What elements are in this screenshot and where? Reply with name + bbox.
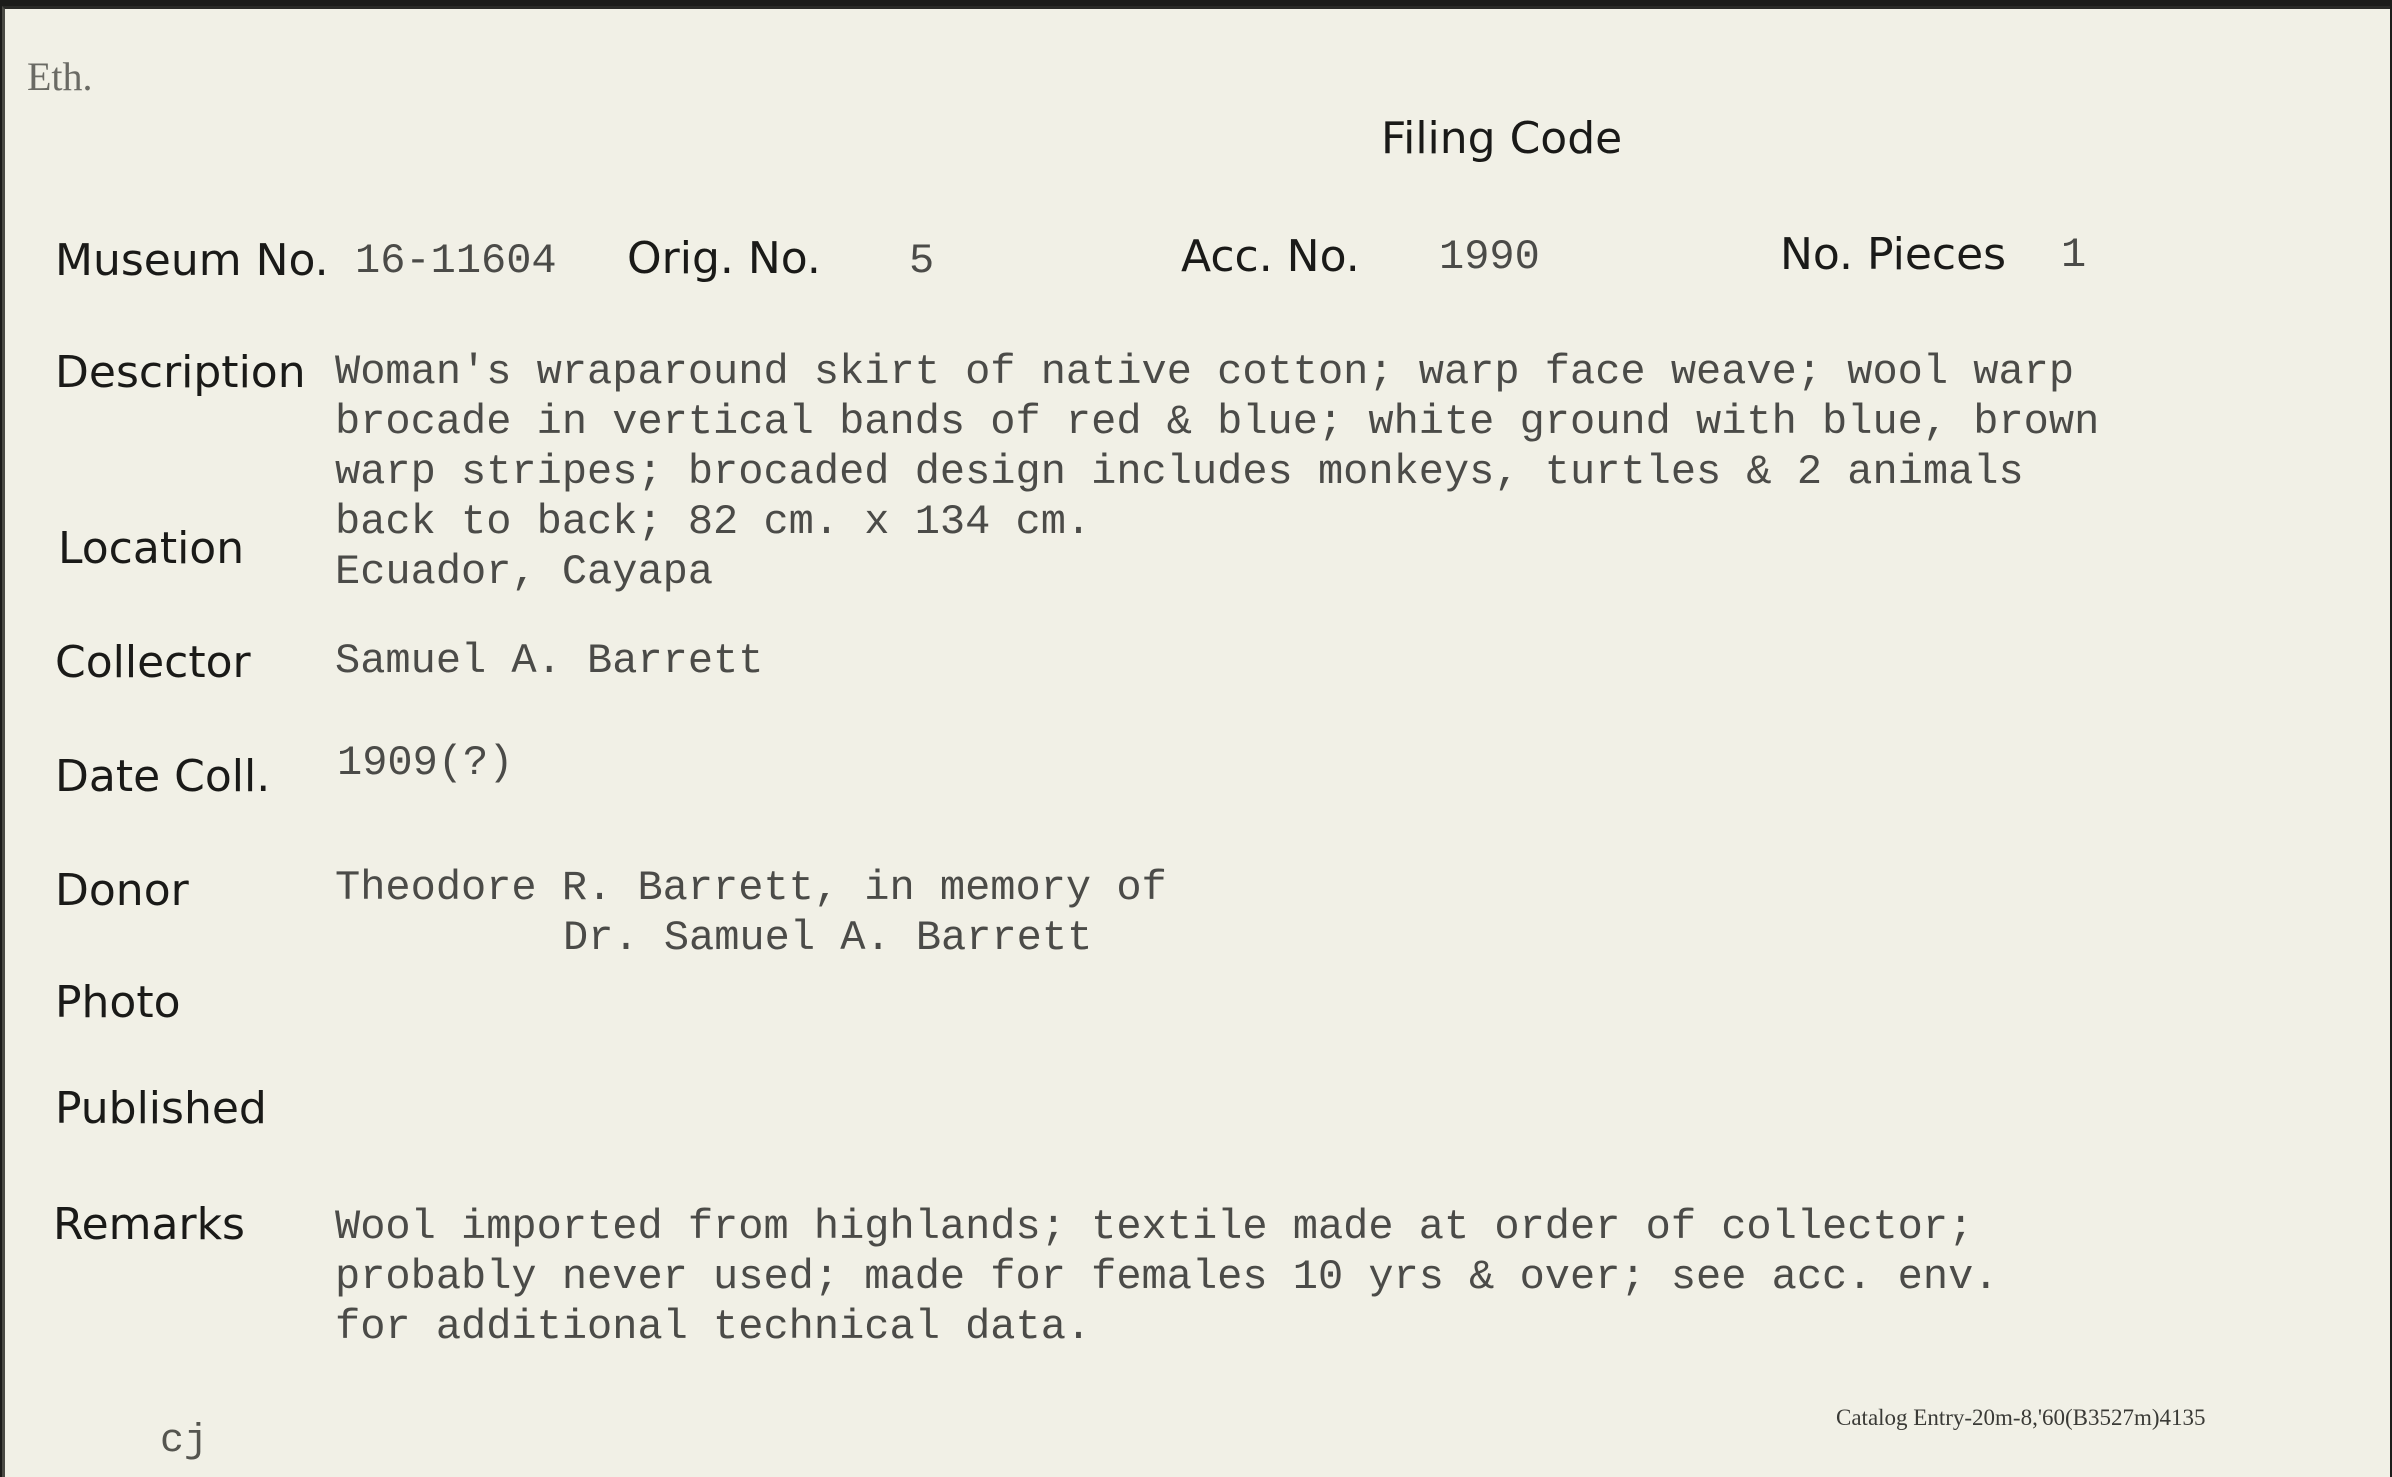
donor-text bbox=[335, 863, 1167, 963]
museum-no-label: Museum No. bbox=[55, 235, 329, 286]
acc-no-value: 1990 bbox=[1439, 233, 1540, 281]
remarks-line: probably never used; made for females 10 yrs & over; see acc. env. bbox=[335, 1253, 1999, 1301]
description-line: warp stripes; brocaded design includes monkeys, turtles & 2 animals bbox=[335, 448, 2024, 496]
donor-line: Theodore R. Barrett, in memory of bbox=[335, 864, 1167, 912]
footer-print-note: Catalog Entry-20m-8,'60(B3527m)4135 bbox=[1836, 1405, 2206, 1430]
description-line: back to back; 82 cm. x 134 cm. bbox=[335, 498, 1092, 546]
donor-label: Donor bbox=[55, 865, 189, 916]
remarks-line: for additional technical data. bbox=[335, 1303, 1092, 1351]
description-line: Woman's wraparound skirt of native cotton; warp face weave; wool warp bbox=[335, 348, 2075, 396]
remarks-text bbox=[335, 1202, 1998, 1352]
orig-no-value: 5 bbox=[909, 237, 935, 285]
acc-no-label: Acc. No. bbox=[1181, 231, 1360, 282]
date-coll-label: Date Coll. bbox=[55, 751, 271, 802]
filing-code-label: Filing Code bbox=[1381, 113, 1623, 164]
no-pieces-value: 1 bbox=[2061, 231, 2087, 279]
photo-label: Photo bbox=[55, 977, 181, 1028]
published-label: Published bbox=[55, 1083, 267, 1134]
orig-no-label: Orig. No. bbox=[627, 233, 821, 284]
description-text bbox=[335, 347, 2099, 597]
initials: cj bbox=[160, 1419, 209, 1464]
catalog-card bbox=[2, 6, 2390, 1477]
collector-label: Collector bbox=[55, 637, 251, 688]
location-value: Ecuador, Cayapa bbox=[335, 548, 714, 596]
no-pieces-label: No. Pieces bbox=[1780, 229, 2007, 280]
museum-no-value: 16-11604 bbox=[355, 237, 557, 285]
remarks-line: Wool imported from highlands; textile made at order of collector; bbox=[335, 1203, 1974, 1251]
description-label: Description bbox=[55, 347, 306, 398]
remarks-label: Remarks bbox=[53, 1199, 245, 1250]
corner-note: Eth. bbox=[27, 54, 93, 99]
location-label: Location bbox=[58, 523, 245, 574]
date-coll-value: 1909(?) bbox=[337, 739, 514, 787]
donor-line: Dr. Samuel A. Barrett bbox=[563, 914, 1093, 962]
collector-value: Samuel A. Barrett bbox=[335, 637, 764, 685]
description-line: brocade in vertical bands of red & blue; white ground with blue, brown bbox=[335, 398, 2100, 446]
